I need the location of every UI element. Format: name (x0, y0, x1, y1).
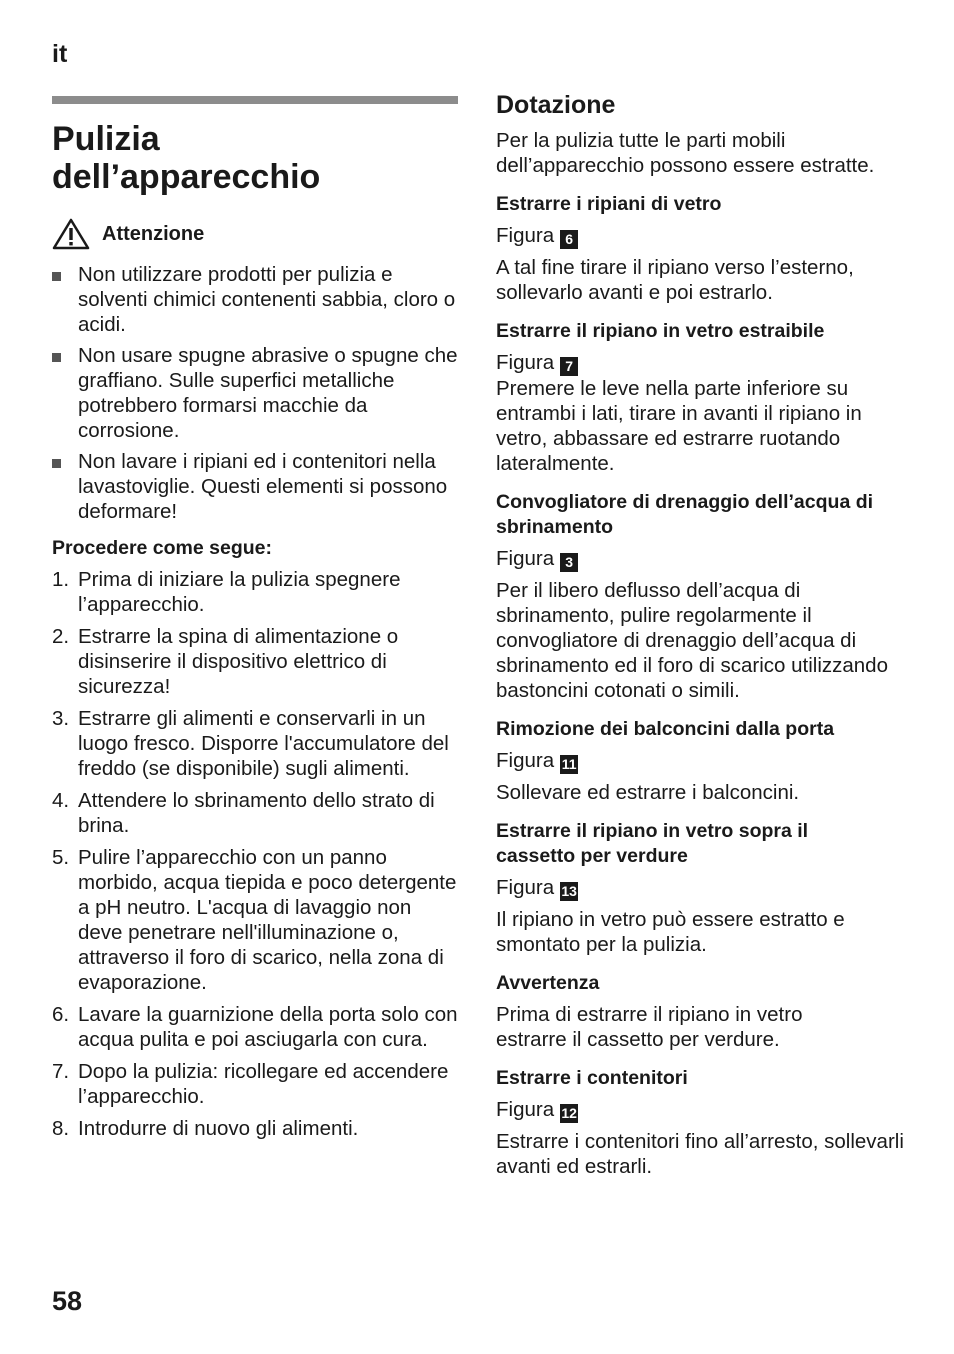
language-code: it (52, 40, 68, 68)
page-title: Pulizia dell’apparecchio (52, 120, 321, 196)
figure-ref: Figura 12 (496, 1098, 577, 1121)
list-item: 2. Estrarre la spina di alimentazione o disinserire il dispositivo elettrico di sicurezza! (52, 625, 399, 698)
list-item: Non usare spugne abrasive o spugne che graffiano. Sulle superfici metalliche potrebbero formarsi macchie da corrosione. (52, 343, 458, 443)
section-divider-bar (52, 96, 458, 104)
subsection-text: Il ripiano in vetro può essere estratto e smontato per la pulizia. (496, 908, 845, 956)
subsection-title: Estrarre il ripiano in vetro sopra il cassetto per verdure (496, 820, 809, 867)
subsection-title: Convogliatore di drenaggio dell’acqua di sbrinamento (496, 491, 874, 538)
list-item: 1. Prima di iniziare la pulizia spegnere l’apparecchio. (52, 568, 401, 616)
subsection-text: Sollevare ed estrarre i balconcini. (496, 781, 800, 804)
left-column (52, 96, 458, 1148)
subsection-text: Estrarre i contenitori fino all’arresto, sollevarli avanti ed estrarli. (496, 1130, 904, 1178)
procedure-heading: Procedere come segue: (52, 537, 273, 559)
figure-number-icon: 11 (561, 756, 577, 772)
subsection-text: A tal fine tirare il ripiano verso l’esterno, sollevarlo avanti e poi estrarlo. (496, 256, 854, 304)
subsection-title: Estrarre i contenitori (496, 1067, 688, 1089)
list-item: Non utilizzare prodotti per pulizia e solventi chimici contenenti sabbia, cloro o acidi. (52, 262, 458, 337)
bullet-square-icon (52, 459, 61, 468)
warning-heading (52, 218, 458, 250)
subsection-title: Estrarre i ripiani di vetro (496, 193, 722, 215)
procedure-steps (52, 567, 458, 1141)
list-item: 5. Pulire l’apparecchio con un panno morbido, acqua tiepida e poco detergente a pH neutro. L'acqua di lavaggio non deve penetrare nell'illuminazione o, attraverso il foro di scarico, nella zona di evaporazione. (52, 846, 457, 994)
list-item: 6. Lavare la guarnizione della porta solo con acqua pulita e poi asciugarla con cura. (52, 1003, 458, 1051)
figure-ref: Figura 6 (496, 223, 906, 249)
figure-ref: Figura 7 (496, 350, 906, 376)
warning-list (52, 262, 458, 524)
subsection-text: Premere le leve nella parte inferiore su entrambi i lati, tirare in avanti il ripiano in vetro, abbassare ed estrarre ruotando lateralmente. (496, 377, 862, 475)
page-number: 58 (52, 1286, 83, 1316)
subsection-title: Estrarre il ripiano in vetro estraibile (496, 320, 825, 342)
subsection-text: Per il libero deflusso dell’acqua di sbrinamento, pulire regolarmente il convogliatore di drenaggio dell’acqua di sbrinamento ed il foro di scarico utilizzando bastoncini cotonati o simili. (496, 579, 888, 702)
subsection-title: Avvertenza (496, 972, 600, 994)
intro-text: Per la pulizia tutte le parti mobili dell’apparecchio possono essere estratte. (496, 129, 875, 177)
list-item: Non lavare i ripiani ed i contenitori nella lavastoviglie. Questi elementi si possono deformare! (52, 449, 458, 524)
figure-ref: Figura 13 (496, 876, 577, 899)
bullet-square-icon (52, 272, 61, 281)
bullet-square-icon (52, 353, 61, 362)
warning-label: Attenzione (102, 222, 205, 245)
figure-number-icon: 3 (560, 553, 578, 572)
figure-ref: Figura 3 (496, 546, 906, 572)
warning-icon (52, 218, 90, 250)
figure-number-icon: 12 (561, 1105, 577, 1121)
right-column (496, 90, 906, 1179)
list-item: 8. Introdurre di nuovo gli alimenti. (52, 1117, 359, 1140)
figure-number-icon: 13 (561, 883, 577, 899)
list-item: 3. Estrarre gli alimenti e conservarli in un luogo fresco. Disporre l'accumulatore del freddo (se disponibile) sugli alimenti. (52, 707, 449, 780)
figure-number-icon: 6 (560, 230, 578, 249)
section-heading: Dotazione (496, 91, 616, 119)
subsection-text: Prima di estrarre il ripiano in vetro estrarre il cassetto per verdure. (496, 1003, 803, 1051)
subsection-title: Rimozione dei balconcini dalla porta (496, 718, 835, 740)
list-item: 4. Attendere lo sbrinamento dello strato di brina. (52, 789, 435, 837)
figure-number-icon: 7 (560, 357, 578, 376)
figure-ref: Figura 11 (496, 749, 577, 772)
list-item: 7. Dopo la pulizia: ricollegare ed accendere l’apparecchio. (52, 1060, 449, 1108)
